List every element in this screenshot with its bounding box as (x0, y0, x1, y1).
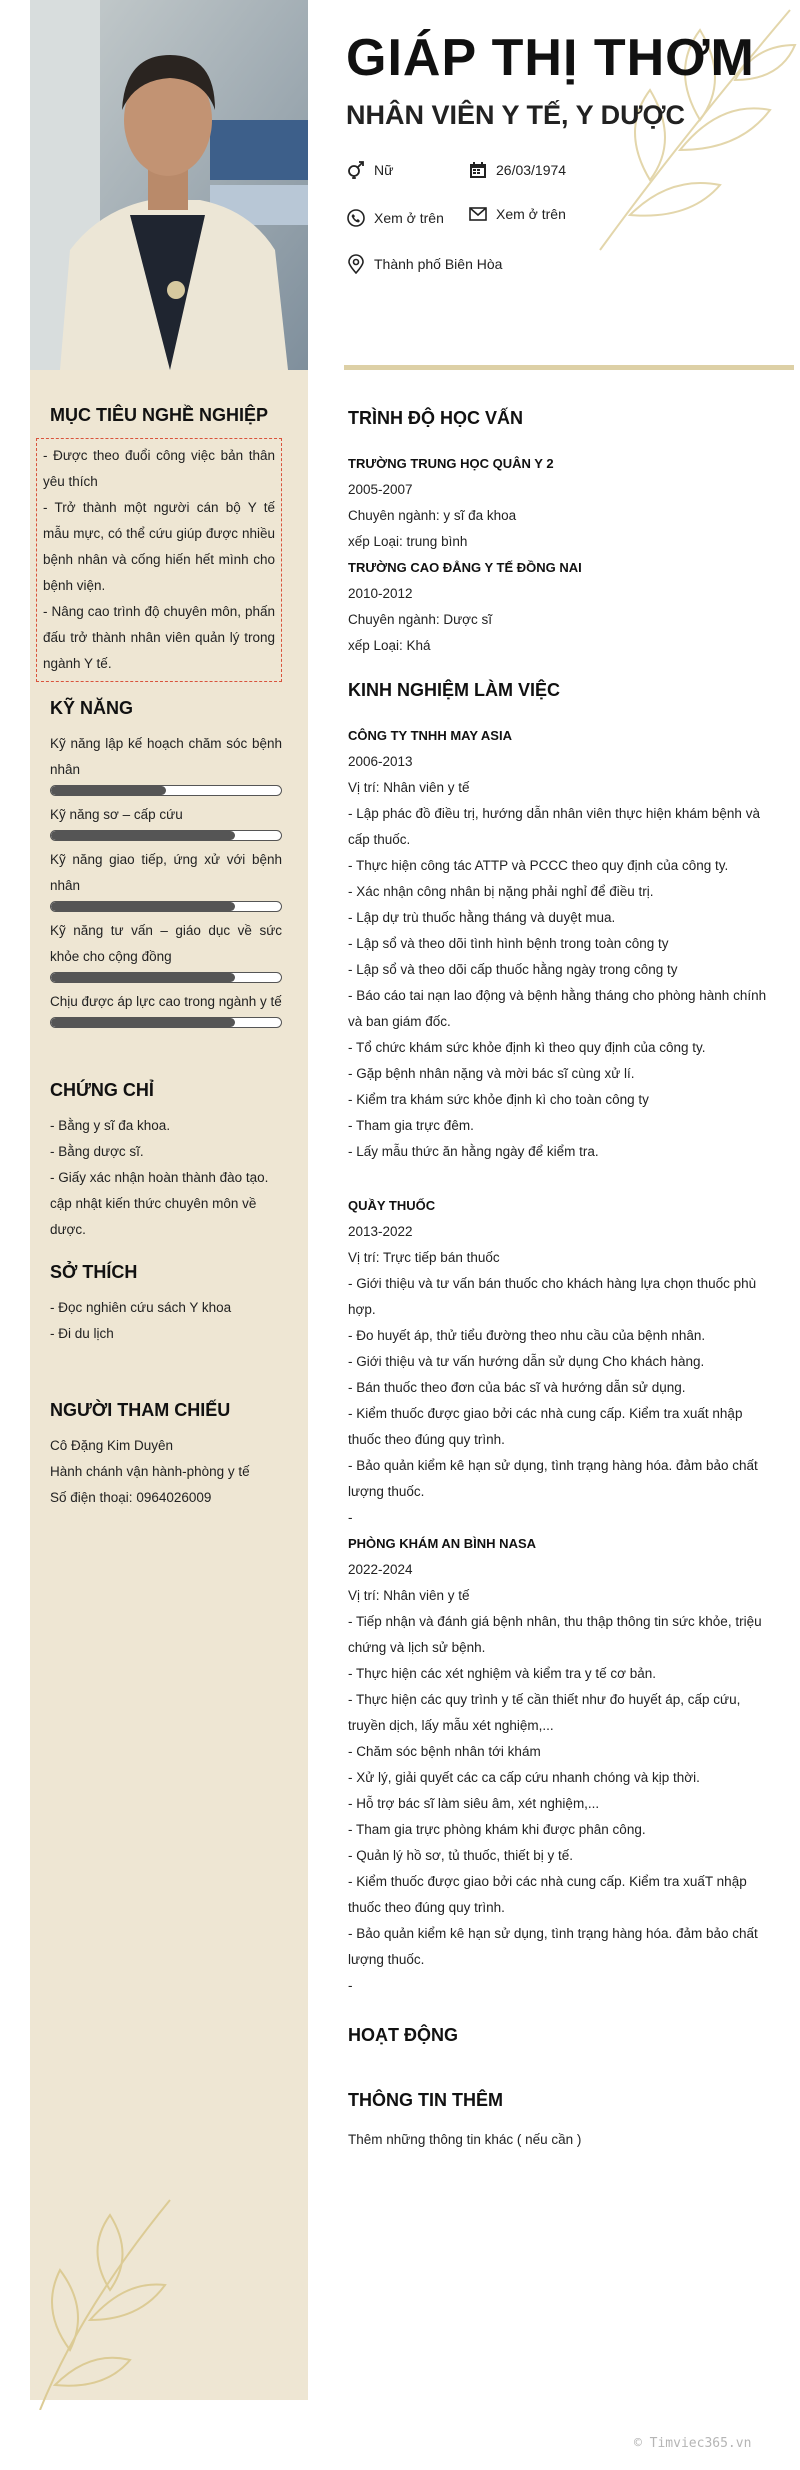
skill-bar (50, 972, 282, 983)
education-section (348, 408, 778, 659)
gender-info (346, 160, 393, 180)
experience-title: KINH NGHIỆM LÀM VIỆC (348, 680, 561, 700)
job-line: - Bảo quản kiểm kê hạn sử dụng, tình trạng hàng hóa. đảm bảo chất lượng thuốc. (348, 1926, 758, 1967)
job-period: 2022-2024 (348, 1562, 413, 1577)
job-line: - Thực hiện các xét nghiệm và kiểm tra y tế cơ bản. (348, 1666, 657, 1681)
job-line: Vị trí: Nhân viên y tế (348, 780, 470, 795)
job-line: - Giới thiệu và tư vấn hướng dẫn sử dụng Cho khách hàng. (348, 1354, 705, 1369)
school-name: TRƯỜNG TRUNG HỌC QUÂN Y 2 (348, 456, 554, 471)
education-major: Chuyên ngành: Dược sĩ (348, 612, 492, 627)
gender-icon (346, 160, 366, 180)
job-period: 2006-2013 (348, 754, 413, 769)
job-line: - Đo huyết áp, thử tiểu đường theo nhu cầu của bệnh nhân. (348, 1328, 706, 1343)
education-grade: xếp Loại: Khá (348, 638, 431, 653)
education-major: Chuyên ngành: y sĩ đa khoa (348, 508, 517, 523)
certificates-title: CHỨNG CHỈ (50, 1080, 154, 1100)
hobbies-section (50, 1262, 282, 1347)
skill-bar (50, 785, 282, 796)
calendar-icon (468, 160, 488, 180)
more-info-title: THÔNG TIN THÊM (348, 2090, 503, 2110)
hobby-line: - Đọc nghiên cứu sách Y khoa (50, 1300, 232, 1315)
experience-section (348, 680, 778, 1999)
birthdate-info (468, 160, 566, 180)
address-info (346, 254, 502, 274)
objective-section (43, 405, 282, 682)
leaf-decoration-bottom-icon (30, 2180, 180, 2410)
address-value: Thành phố Biên Hòa (374, 256, 503, 272)
job-line: - Lập dự trù thuốc hằng tháng và duyệt mua. (348, 910, 616, 925)
job-line: Vị trí: Trực tiếp bán thuốc (348, 1250, 500, 1265)
job-line: - Thực hiện các quy trình y tế cần thiết như đo huyết áp, cấp cứu, truyền dịch, lấy mẫu xét nghiệm,... (348, 1692, 741, 1733)
email-info (468, 204, 566, 224)
education-item (348, 451, 778, 555)
certificate-line: - Giấy xác nhận hoàn thành đào tạo. cập nhật kiến thức chuyên môn về dược. (50, 1170, 269, 1237)
email-icon (468, 204, 488, 224)
skill-item (50, 802, 282, 841)
references-section (50, 1400, 282, 1511)
skill-bar (50, 901, 282, 912)
header-divider (344, 365, 794, 370)
objective-line: - Nâng cao trình độ chuyên môn, phấn đấu trở thành nhân viên quản lý trong ngành Y tế. (43, 604, 275, 671)
job-line: - (348, 1978, 353, 1993)
hobby-line: - Đi du lịch (50, 1326, 114, 1341)
skill-bar-fill (51, 1018, 235, 1027)
job-line: - Chăm sóc bệnh nhân tới khám (348, 1744, 541, 1759)
job-line: - Kiểm thuốc được giao bởi các nhà cung cấp. Kiểm tra xuấT nhập thuốc theo đúng quy trình. (348, 1874, 747, 1915)
education-period: 2010-2012 (348, 586, 413, 601)
job-line: - Lập phác đồ điều trị, hướng dẫn nhân viên thực hiện khám bệnh và cấp thuốc. (348, 806, 760, 847)
company-name: CÔNG TY TNHH MAY ASIA (348, 728, 512, 743)
skill-bar-fill (51, 973, 235, 982)
job-line: - Tham gia trực đêm. (348, 1118, 474, 1133)
job-line: - Gặp bệnh nhân nặng và mời bác sĩ cùng xử lí. (348, 1066, 635, 1081)
job-line: - Quản lý hồ sơ, tủ thuốc, thiết bị y tế. (348, 1848, 573, 1863)
references-title: NGƯỜI THAM CHIẾU (50, 1400, 231, 1420)
skill-name: Kỹ năng lập kế hoạch chăm sóc bệnh nhân (50, 736, 282, 777)
job-title: NHÂN VIÊN Y TẾ, Y DƯỢC (346, 100, 686, 130)
job-line: - Lập sổ và theo dõi tình hình bệnh trong toàn công ty (348, 936, 669, 951)
job-line: - Xác nhận công nhân bị nặng phải nghỉ để điều trị. (348, 884, 654, 899)
profile-photo (30, 0, 308, 370)
job-line: Vị trí: Nhân viên y tế (348, 1588, 470, 1603)
skill-name: Kỹ năng sơ – cấp cứu (50, 807, 183, 822)
job-line: - Tổ chức khám sức khỏe định kì theo quy định của công ty. (348, 1040, 706, 1055)
job-line: - Tham gia trực phòng khám khi được phân công. (348, 1822, 646, 1837)
job-line: - (348, 1510, 353, 1525)
job-item (348, 723, 778, 1165)
skill-bar (50, 830, 282, 841)
certificates-section (50, 1080, 282, 1243)
certificate-line: - Bằng y sĩ đa khoa. (50, 1118, 171, 1133)
job-line: - Bán thuốc theo đơn của bác sĩ và hướng dẫn sử dụng. (348, 1380, 686, 1395)
phone-info (346, 208, 444, 228)
skills-title: KỸ NĂNG (50, 698, 134, 718)
job-item (348, 1531, 778, 1999)
skill-name: Kỹ năng giao tiếp, ứng xử với bệnh nhân (50, 852, 282, 893)
skill-item (50, 989, 282, 1028)
education-period: 2005-2007 (348, 482, 413, 497)
gender-value: Nữ (374, 162, 394, 178)
job-line: - Hỗ trợ bác sĩ làm siêu âm, xét nghiệm,... (348, 1796, 600, 1811)
location-pin-icon (346, 254, 366, 274)
company-name: PHÒNG KHÁM AN BÌNH NASA (348, 1536, 537, 1551)
skill-bar-fill (51, 786, 166, 795)
reference-line: Hành chánh vận hành-phòng y tế (50, 1464, 250, 1479)
email-value: Xem ở trên (496, 206, 566, 222)
skill-item (50, 847, 282, 912)
skill-name: Kỹ năng tư vấn – giáo dục về sức khỏe cho cộng đồng (50, 923, 282, 964)
job-line: - Thực hiện công tác ATTP và PCCC theo quy định của công ty. (348, 858, 729, 873)
job-line: - Bảo quản kiểm kê hạn sử dụng, tình trạng hàng hóa. đảm bảo chất lượng thuốc. (348, 1458, 758, 1499)
certificate-line: - Bằng dược sĩ. (50, 1144, 144, 1159)
objective-line: - Được theo đuổi công việc bản thân yêu thích (43, 448, 275, 489)
birthdate-value: 26/03/1974 (496, 162, 567, 178)
objective-line: - Trở thành một người cán bộ Y tế mẫu mực, có thể cứu giúp được nhiều bệnh nhân và cống hiến hết mình cho bệnh viện. (43, 500, 275, 593)
phone-icon (346, 208, 366, 228)
skill-name: Chịu được áp lực cao trong ngành y tế (50, 994, 282, 1009)
education-title: TRÌNH ĐỘ HỌC VẤN (348, 408, 523, 428)
reference-line: Số điện thoại: 0964026009 (50, 1490, 212, 1505)
skill-bar-fill (51, 902, 235, 911)
watermark: © Timviec365.vn (634, 2436, 752, 2451)
job-line: - Lập sổ và theo dõi cấp thuốc hằng ngày trong công ty (348, 962, 678, 977)
job-line: - Kiểm thuốc được giao bởi các nhà cung cấp. Kiểm tra xuất nhập thuốc theo đúng quy trình. (348, 1406, 743, 1447)
skill-item (50, 731, 282, 796)
education-grade: xếp Loại: trung bình (348, 534, 468, 549)
job-period: 2013-2022 (348, 1224, 413, 1239)
skill-bar-fill (51, 831, 235, 840)
job-line: - Giới thiệu và tư vấn bán thuốc cho khách hàng lựa chọn thuốc phù hợp. (348, 1276, 757, 1317)
more-info-text: Thêm những thông tin khác ( nếu cần ) (348, 2132, 582, 2147)
objective-box (36, 438, 282, 682)
company-name: QUẦY THUỐC (348, 1198, 436, 1213)
reference-line: Cô Đặng Kim Duyên (50, 1438, 174, 1453)
objective-title: MỤC TIÊU NGHỀ NGHIỆP (50, 405, 269, 425)
job-item (348, 1193, 778, 1531)
job-line: - Tiếp nhận và đánh giá bệnh nhân, thu thập thông tin sức khỏe, triệu chứng và lịch sử bệnh. (348, 1614, 762, 1655)
more-info-section (348, 2090, 778, 2153)
hobbies-title: SỞ THÍCH (50, 1262, 138, 1282)
skill-item (50, 918, 282, 983)
phone-value: Xem ở trên (374, 210, 444, 226)
activities-title: HOẠT ĐỘNG (348, 2025, 458, 2045)
job-line: - Báo cáo tai nạn lao động và bệnh hằng tháng cho phòng hành chính và ban giám đốc. (348, 988, 767, 1029)
job-line: - Lấy mẫu thức ăn hằng ngày để kiểm tra. (348, 1144, 599, 1159)
school-name: TRƯỜNG CAO ĐẲNG Y TẾ ĐỒNG NAI (348, 560, 582, 575)
job-line: - Kiểm tra khám sức khỏe định kì cho toàn công ty (348, 1092, 649, 1107)
education-item (348, 555, 778, 659)
skill-bar (50, 1017, 282, 1028)
skills-section (50, 698, 282, 1034)
activities-section (348, 2025, 778, 2068)
job-line: - Xử lý, giải quyết các ca cấp cứu nhanh chóng và kịp thời. (348, 1770, 700, 1785)
candidate-name: GIÁP THỊ THƠM (346, 29, 755, 87)
